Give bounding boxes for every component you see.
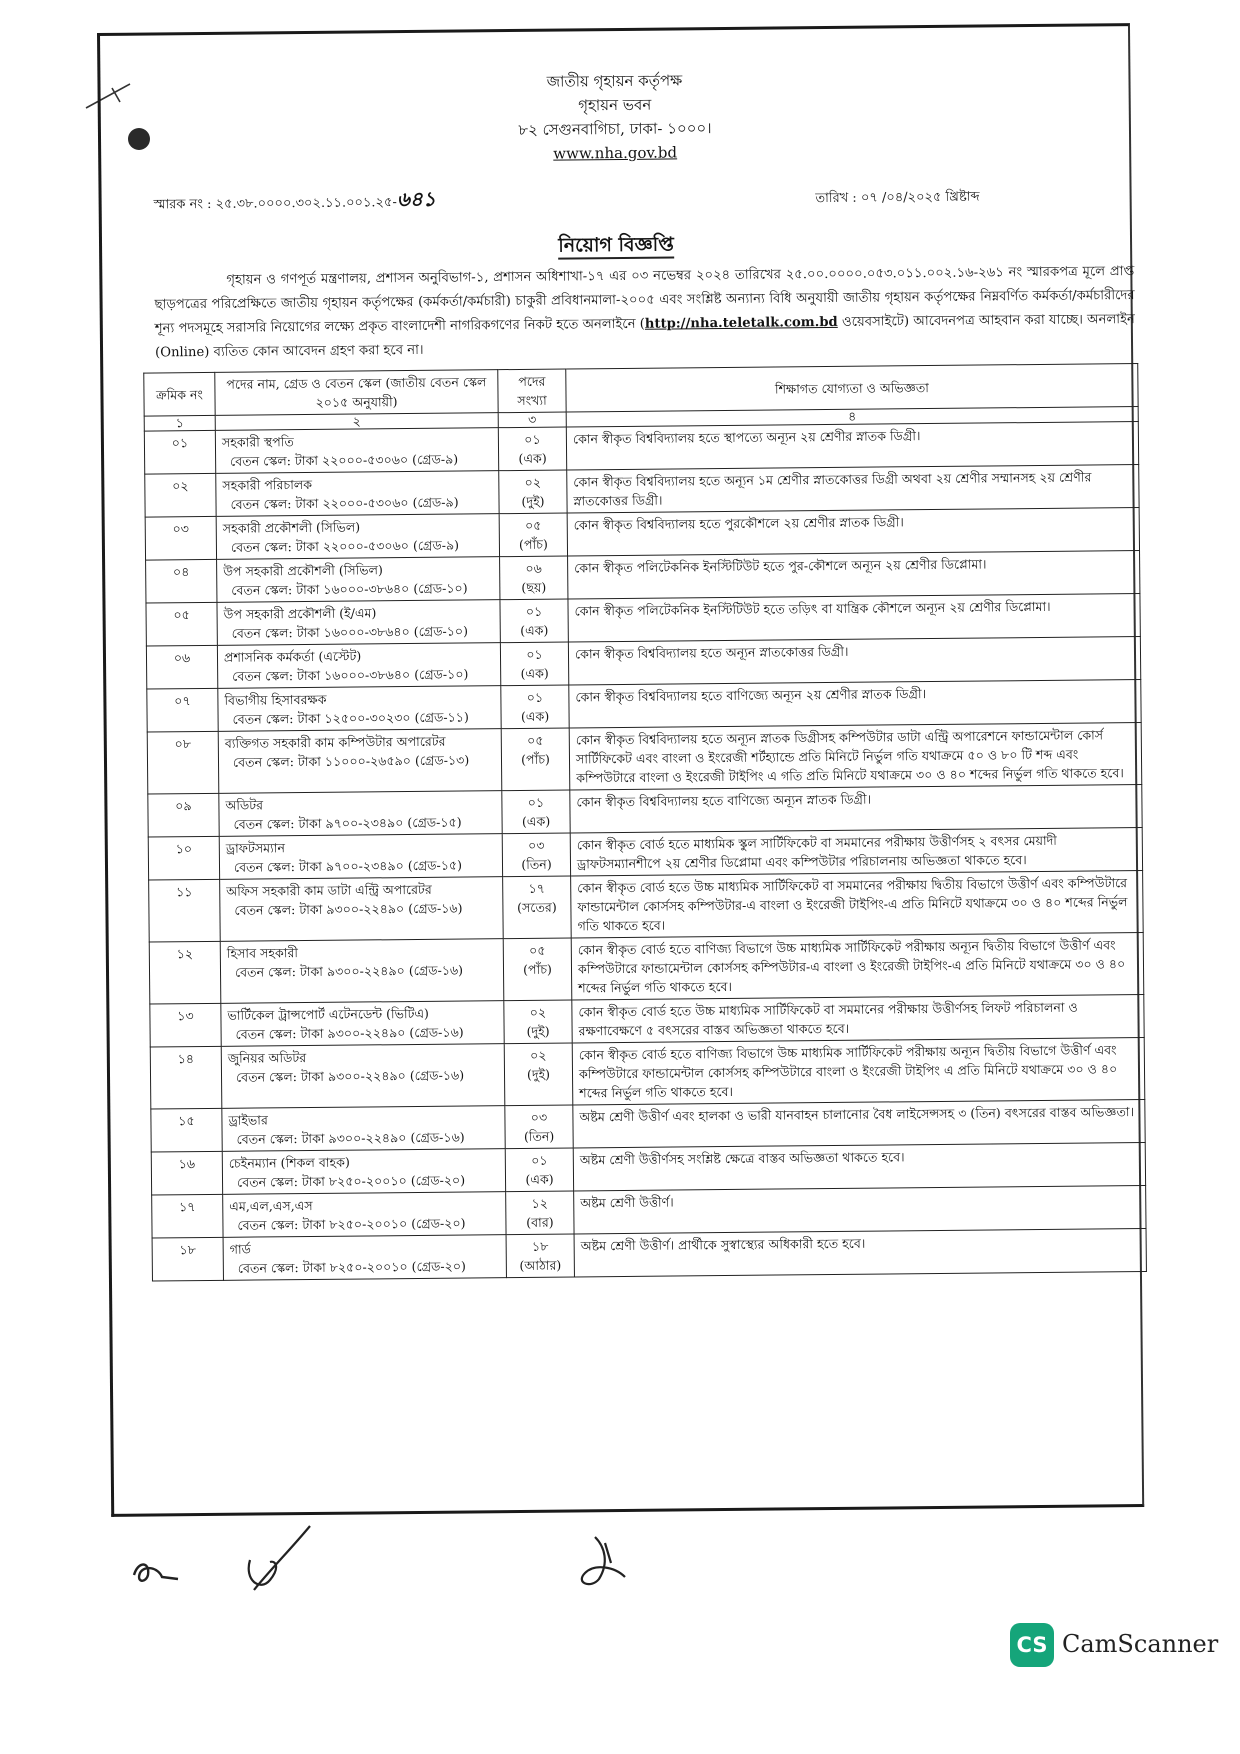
pay-scale: বেতন স্কেল: টাকা ১৬০০০-৩৮৬৪০ (গ্রেড-১০) bbox=[232, 666, 469, 684]
row-serial: ১৮ bbox=[152, 1237, 223, 1281]
vacancy-table bbox=[143, 363, 1147, 1282]
pay-scale: বেতন স্কেল: টাকা ২২০০০-৫৩০৬০ (গ্রেড-৯) bbox=[230, 494, 459, 512]
row-qualification: কোন স্বীকৃত বোর্ড হতে মাধ্যমিক স্কুল সার্টিফিকেট বা সমমানের পরীক্ষায় উত্তীর্ণসহ ২ বৎসর মেয়াদী ড্রাফটসম্যানশীপে ২য় শ্রেণীর ডিপ্লোমা এবং কম্পিউটার পরিচালনায় অভিজ্ঞতা থাকতে হবে। bbox=[570, 828, 1142, 876]
row-count bbox=[502, 790, 570, 834]
row-serial: ১০ bbox=[148, 836, 219, 880]
post-count-words: (এক) bbox=[521, 813, 551, 829]
row-qualification: কোন স্বীকৃত বিশ্ববিদ্যালয় হতে স্থাপত্যে অন্যূন ২য় শ্রেণীর স্নাতক ডিগ্রী। bbox=[566, 422, 1138, 470]
pay-scale: বেতন স্কেল: টাকা ৮২৫০-২০০১০ (গ্রেড-২০) bbox=[236, 1172, 466, 1190]
post-name: বিভাগীয় হিসাবরক্ষক bbox=[224, 691, 327, 708]
building-name: গৃহায়ন ভবন bbox=[578, 95, 652, 115]
row-serial: ০৩ bbox=[145, 516, 216, 560]
row-post bbox=[218, 686, 501, 732]
row-post bbox=[217, 643, 500, 689]
header-serial: ক্রমিক নং bbox=[144, 372, 215, 416]
post-count-words: (দুই) bbox=[526, 1023, 550, 1039]
post-name: উপ সহকারী প্রকৌশলী (ই/এম) bbox=[223, 605, 377, 622]
header-count: পদের সংখ্যা bbox=[498, 369, 566, 413]
row-count bbox=[506, 1234, 574, 1278]
row-serial: ০৯ bbox=[148, 793, 219, 837]
row-qualification: কোন স্বীকৃত বোর্ড হতে উচ্চ মাধ্যমিক সার্টিফিকেট বা সমমানের পরীক্ষায় উত্তীর্ণসহ লিফট পরিচালনা ও রক্ষণাবেক্ষণে ৫ বৎসরের বাস্তব অভিজ্ঞতা থাকতে হবে। bbox=[572, 994, 1144, 1042]
row-qualification: কোন স্বীকৃত বোর্ড হতে উচ্চ মাধ্যমিক সার্টিফিকেট বা সমমানের পরীক্ষায় দ্বিতীয় বিভাগে উত্তীর্ণ এবং কম্পিউটারে ফান্ডামেন্টাল কোর্সসহ কম্পিউটার-এ বাংলা ও ইংরেজী টাইপিং-এ প্রতি মিনিটে যথাক্রমে ৩০ ও ৪০ শব্দের নির্ভুল গতি থাকতে হবে। bbox=[571, 871, 1144, 938]
table-row bbox=[147, 723, 1142, 795]
signature-2 bbox=[240, 1520, 320, 1600]
intro-paragraph bbox=[154, 260, 1135, 365]
row-count bbox=[502, 833, 570, 877]
row-serial: ০১ bbox=[144, 430, 215, 474]
post-count-words: (দুই) bbox=[526, 1066, 551, 1082]
row-post bbox=[215, 428, 498, 474]
post-name: অডিটর bbox=[225, 797, 264, 813]
memo-label: স্মারক নং : ২৫.৩৮.০০০০.৩০২.১১.০০১.২৫- bbox=[153, 195, 397, 213]
post-count: ০৫ bbox=[527, 732, 544, 748]
row-count bbox=[504, 1043, 573, 1106]
row-count bbox=[500, 599, 568, 643]
row-count bbox=[503, 938, 572, 1001]
row-post bbox=[217, 600, 500, 646]
row-count bbox=[501, 728, 570, 791]
row-qualification: কোন স্বীকৃত বিশ্ববিদ্যালয় হতে অন্যূন ১ম শ্রেণীর স্নাতকোত্তর ডিগ্রী অথবা ২য় শ্রেণীর সম্মানসহ ২য় শ্রেণীর স্নাতকোত্তর ডিগ্রী। bbox=[567, 465, 1139, 513]
apply-link[interactable]: http://nha.teletalk.com.bd bbox=[644, 314, 838, 332]
col-num-4: ৪ bbox=[566, 407, 1138, 427]
pay-scale: বেতন স্কেল: টাকা ৯৩০০-২২৪৯০ (গ্রেড-১৬) bbox=[234, 900, 463, 918]
post-count-words: (এক) bbox=[520, 708, 550, 724]
row-post bbox=[216, 471, 499, 517]
row-serial: ১৩ bbox=[150, 1003, 221, 1047]
post-count-words: (এক) bbox=[518, 450, 547, 466]
post-count-words: (দুই) bbox=[521, 493, 545, 509]
row-qualification: কোন স্বীকৃত পলিটেকনিক ইনস্টিটিউট হতে পুর-কৌশলে অন্যূন ২য় শ্রেণীর ডিপ্লোমা। bbox=[568, 551, 1140, 599]
row-qualification: অষ্টম শ্রেণী উত্তীর্ণ। bbox=[574, 1185, 1146, 1233]
row-serial: ১৭ bbox=[152, 1194, 223, 1238]
row-post bbox=[216, 514, 499, 560]
pay-scale: বেতন স্কেল: টাকা ১২৫০০-৩০২৩০ (গ্রেড-১১) bbox=[232, 709, 469, 727]
post-name: ভার্টিকেল ট্রান্সপোর্ট এটেনডেন্ট (ভিটিএ) bbox=[227, 1005, 430, 1023]
row-qualification: কোন স্বীকৃত বিশ্ববিদ্যালয় হতে অন্যূন স্নাতকোত্তর ডিগ্রী। bbox=[568, 637, 1140, 685]
pay-scale: বেতন স্কেল: টাকা ১৬০০০-৩৮৬৪০ (গ্রেড-১০) bbox=[231, 580, 468, 598]
post-count: ০৫ bbox=[529, 942, 546, 958]
pay-scale: বেতন স্কেল: টাকা ৯৩০০-২২৪৯০ (গ্রেড-১৬) bbox=[235, 1067, 465, 1085]
post-count: ০৬ bbox=[525, 560, 542, 576]
row-qualification: কোন স্বীকৃত পলিটেকনিক ইনস্টিটিউট হতে তড়িৎ বা যান্ত্রিক কৌশলে অন্যূন ২য় শ্রেণীর ডিপ্লোমা। bbox=[568, 594, 1140, 642]
post-count: ০২ bbox=[529, 1004, 547, 1020]
row-serial: ১৬ bbox=[151, 1151, 222, 1195]
address: ৮২ সেগুনবাগিচা, ঢাকা- ১০০০। bbox=[518, 119, 712, 139]
pay-scale: বেতন স্কেল: টাকা ৯৩০০-২২৪৯০ (গ্রেড-১৬) bbox=[236, 1129, 465, 1147]
intro-text: গৃহায়ন ও গণপূর্ত মন্ত্রণালয়, প্রশাসন অনুবিভাগ-১, প্রশাসন অধিশাখা-১৭ এর ০৩ নভেম্বর ২০২৪ তারিখের ২৫.০০.০০০০.০৫৩.০১১.০০২.১৬-২৬১ নং স্মারকপত্র মূলে প্রাপ্ত ছাড়পত্রের পরিপ্রেক্ষিতে জাতীয় গৃহায়ন কর্তৃপক্ষের (কর্মকর্তা/কর্মচারী) চাকুরী প্রবিধানমালা-২০০৫ এবং সংশ্লিষ্ট অন্যান্য বিধি অনুযায়ী জাতীয় গৃহায়ন কর্তৃপক্ষের নিম্নবর্ণিত কর্মকর্তা/কর্মচারীদের শূন্য পদসমূহে সরাসরি নিয়োগের লক্ষ্যে প্রকৃত বাংলাদেশী নাগরিকগণের নিকট হতে অনলাইনে ( bbox=[154, 264, 1135, 337]
post-name: হিসাব সহকারী bbox=[226, 945, 299, 961]
signature-3 bbox=[565, 1533, 635, 1593]
notice-title: নিয়োগ বিজ্ঞপ্তি bbox=[102, 226, 1130, 268]
post-count: ১২ bbox=[531, 1195, 549, 1211]
intro-text-end: ওয়েবসাইটে) আবেদনপত্র আহবান করা যাচ্ছে। অনলাইন (Online) ব্যতিত কোন আবেদন গ্রহণ করা হবে না। bbox=[155, 312, 1135, 361]
row-post bbox=[220, 939, 504, 1004]
post-count-words: (বার) bbox=[526, 1214, 554, 1230]
row-post bbox=[218, 729, 502, 794]
pay-scale: বেতন স্কেল: টাকা ৮২৫০-২০০১০ (গ্রেড-২০) bbox=[237, 1215, 466, 1233]
memo-number bbox=[153, 185, 435, 221]
org-name: জাতীয় গৃহায়ন কর্তৃপক্ষ bbox=[546, 71, 683, 91]
post-count: ১৭ bbox=[528, 880, 545, 896]
row-post bbox=[217, 557, 500, 603]
post-count: ০৩ bbox=[530, 1109, 548, 1125]
pay-scale: বেতন স্কেল: টাকা ১১০০০-২৬৫৯০ (গ্রেড-১৩) bbox=[232, 752, 470, 770]
row-serial: ১১ bbox=[149, 879, 221, 942]
post-name: সহকারী প্রকৌশলী (সিভিল) bbox=[222, 519, 361, 536]
row-post bbox=[221, 1001, 504, 1047]
row-post bbox=[222, 1149, 505, 1195]
pay-scale: বেতন স্কেল: টাকা ৯৩০০-২২৪৯০ (গ্রেড-১৬) bbox=[234, 962, 464, 980]
pay-scale: বেতন স্কেল: টাকা ৮২৫০-২০০১০ (গ্রেড-২০) bbox=[237, 1258, 466, 1276]
post-count: ০১ bbox=[526, 689, 544, 705]
post-count: ০১ bbox=[524, 431, 541, 447]
pay-scale: বেতন স্কেল: টাকা ৯৩০০-২২৪৯০ (গ্রেড-১৬) bbox=[235, 1024, 464, 1042]
pay-scale: বেতন স্কেল: টাকা ৯৭০০-২৩৪৯০ (গ্রেড-১৫) bbox=[233, 857, 463, 875]
post-count: ০৩ bbox=[528, 837, 545, 853]
post-count: ১৮ bbox=[531, 1238, 549, 1254]
row-count bbox=[506, 1191, 574, 1235]
row-serial: ০২ bbox=[145, 473, 216, 517]
row-qualification: কোন স্বীকৃত বোর্ড হতে বাণিজ্য বিভাগে উচ্চ মাধ্যমিক সার্টিফিকেট পরীক্ষায় অন্যূন দ্বিতীয় বিভাগে উত্তীর্ণ এবং কম্পিউটারে ফান্ডামেন্টাল কোর্সসহ কম্পিউটার-এ বাংলা ও ইংরেজী টাইপিং-এ প্রতি মিনিটে যথাক্রমে ৩০ ও ৪০ শব্দের নির্ভুল গতি থাকতে হবে। bbox=[571, 932, 1144, 999]
post-count-words: (সতের) bbox=[517, 899, 557, 916]
post-name: অফিস সহকারী কাম ডাটা এন্ট্রি অপারেটর bbox=[226, 881, 432, 899]
post-name: সহকারী স্থপতি bbox=[221, 434, 294, 450]
post-name: সহকারী পরিচালক bbox=[222, 476, 313, 493]
row-post bbox=[223, 1192, 506, 1238]
row-qualification: কোন স্বীকৃত বিশ্ববিদ্যালয় হতে বাণিজ্যে অন্যূন ২য় শ্রেণীর স্নাতক ডিগ্রী। bbox=[569, 680, 1141, 728]
row-qualification: কোন স্বীকৃত বিশ্ববিদ্যালয় হতে পুরকৌশলে ২য় শ্রেণীর স্নাতক ডিগ্রী। bbox=[567, 508, 1139, 556]
row-count bbox=[504, 1000, 572, 1044]
col-num-3: ৩ bbox=[498, 412, 566, 428]
row-serial: ১৪ bbox=[150, 1046, 222, 1109]
vacancy-rows bbox=[144, 422, 1146, 1282]
post-name: ব্যক্তিগত সহকারী কাম কম্পিউটার অপারেটর bbox=[224, 733, 446, 751]
row-post bbox=[219, 791, 502, 837]
row-count bbox=[500, 642, 568, 686]
header-qualification: শিক্ষাগত যোগ্যতা ও অভিজ্ঞতা bbox=[566, 364, 1138, 412]
col-num-2: ২ bbox=[215, 413, 498, 431]
row-count bbox=[499, 513, 567, 557]
post-count-words: (এক) bbox=[520, 622, 549, 638]
date-label: তারিখ : bbox=[815, 190, 857, 207]
post-count-words: (তিন) bbox=[523, 1128, 555, 1144]
row-qualification: কোন স্বীকৃত বোর্ড হতে বাণিজ্য বিভাগে উচ্চ মাধ্যমিক সার্টিফিকেট পরীক্ষায় অন্যূন দ্বিতীয় বিভাগে উত্তীর্ণ এবং কম্পিউটারে ফান্ডামেন্টাল কোর্সসহ কম্পিউটারে বাংলা ও ইংরেজী টাইপিং এ প্রতি মিনিটে যথাক্রমে ৩০ ও ৪০ শব্দের নির্ভুল গতি থাকতে হবে। bbox=[572, 1037, 1145, 1104]
row-count bbox=[501, 685, 569, 729]
row-post bbox=[219, 834, 502, 880]
row-serial: ১৫ bbox=[151, 1108, 222, 1152]
post-name: ড্রাইভার bbox=[228, 1112, 268, 1128]
row-post bbox=[221, 1044, 505, 1109]
row-count bbox=[503, 876, 572, 939]
post-name: ড্রাফটসম্যান bbox=[225, 840, 285, 856]
row-qualification: অষ্টম শ্রেণী উত্তীর্ণ এবং হালকা ও ভারী যানবাহন চালানোর বৈধ লাইসেন্সসহ ৩ (তিন) বৎসরের বাস্তব অভিজ্ঞতা। bbox=[573, 1099, 1145, 1147]
memo-handwritten: ৬৪১ bbox=[396, 186, 436, 212]
row-qualification: অষ্টম শ্রেণী উত্তীর্ণ। প্রার্থীকে সুস্বাস্থ্যের অধিকারী হতে হবে। bbox=[574, 1228, 1146, 1276]
row-count bbox=[505, 1148, 573, 1192]
date-value: ০৭ /০৪/২০২৫ খ্রিষ্টাব্দ bbox=[860, 189, 980, 206]
post-count-words: (তিন) bbox=[521, 856, 552, 872]
row-count bbox=[505, 1105, 573, 1149]
post-count-words: (পাঁচ) bbox=[520, 751, 550, 767]
col-num-1: ১ bbox=[144, 415, 215, 431]
header-post: পদের নাম, গ্রেড ও বেতন স্কেল (জাতীয় বেতন স্কেল ২০১৫ অনুযায়ী) bbox=[215, 370, 498, 416]
post-count: ০৫ bbox=[524, 517, 542, 533]
row-qualification: কোন স্বীকৃত বিশ্ববিদ্যালয় হতে বাণিজ্যে অন্যূন স্নাতক ডিগ্রী। bbox=[570, 785, 1142, 833]
post-count: ০২ bbox=[530, 1047, 547, 1063]
post-count-words: (এক) bbox=[520, 665, 549, 681]
table-row bbox=[149, 871, 1144, 943]
pay-scale: বেতন স্কেল: টাকা ৯৭০০-২৩৪৯০ (গ্রেড-১৫) bbox=[233, 814, 462, 832]
post-name: জুনিয়র অডিটর bbox=[227, 1050, 307, 1066]
post-count-words: (পাঁচ) bbox=[518, 536, 548, 552]
row-serial: ০৮ bbox=[147, 731, 219, 794]
post-count: ০১ bbox=[527, 794, 545, 810]
table-row bbox=[149, 932, 1144, 1004]
row-count bbox=[500, 556, 568, 600]
signature-1 bbox=[128, 1553, 188, 1593]
table-row bbox=[150, 1037, 1145, 1109]
post-count: ০১ bbox=[526, 646, 543, 662]
pay-scale: বেতন স্কেল: টাকা ২২০০০-৫৩০৬০ (গ্রেড-৯) bbox=[230, 537, 460, 555]
row-serial: ০৭ bbox=[147, 688, 218, 732]
table-row bbox=[152, 1228, 1146, 1281]
date-line bbox=[815, 188, 979, 211]
document-frame bbox=[97, 23, 1144, 1517]
post-count: ০২ bbox=[524, 474, 542, 490]
post-name: প্রশাসনিক কর্মকর্তা (এস্টেট) bbox=[223, 648, 362, 665]
post-name: গার্ড bbox=[229, 1241, 251, 1257]
post-count: ০১ bbox=[531, 1152, 548, 1168]
post-name: চেইনম্যান (শিকল বাহক) bbox=[228, 1154, 350, 1171]
pay-scale: বেতন স্কেল: টাকা ১৬০০০-৩৮৬৪০ (গ্রেড-১০) bbox=[231, 623, 469, 641]
camscanner-logo: CS bbox=[1010, 1623, 1054, 1667]
row-post bbox=[222, 1106, 505, 1152]
row-qualification: অষ্টম শ্রেণী উত্তীর্ণসহ সংশ্লিষ্ট ক্ষেত্রে বাস্তব অভিজ্ঞতা থাকতে হবে। bbox=[573, 1142, 1145, 1190]
post-count-words: (এক) bbox=[525, 1171, 554, 1187]
pay-scale: বেতন স্কেল: টাকা ২২০০০-৫৩০৬০ (গ্রেড-৯) bbox=[230, 451, 459, 469]
row-serial: ০৪ bbox=[146, 559, 217, 603]
post-count: ০১ bbox=[525, 603, 543, 619]
row-qualification: কোন স্বীকৃত বিশ্ববিদ্যালয় হতে অন্যূন স্নাতক ডিগ্রীসহ কম্পিউটার ডাটা এন্ট্রি অপারেশনে ফান্ডামেন্টাল কোর্স সার্টিফিকেট এবং বাংলা ও ইংরেজী শর্টহ্যান্ডে প্রতি মিনিটে নির্ভুল গতি যথাক্রমে ৫০ ও ৮০ টি শব্দ এবং কম্পিউটারে বাংলা ও ইংরেজী টাইপিং এ গতি প্রতি মিনিটে যথাক্রমে ৩০ ও ৪০ শব্দের নির্ভুল গতি থাকতে হবে। bbox=[569, 723, 1142, 790]
website-link[interactable]: www.nha.gov.bd bbox=[553, 143, 678, 163]
row-post bbox=[220, 877, 504, 942]
post-count-words: (পাঁচ) bbox=[523, 961, 552, 977]
row-post bbox=[223, 1235, 506, 1281]
row-count bbox=[498, 427, 566, 471]
post-count-words: (ছয়) bbox=[521, 579, 547, 595]
row-count bbox=[499, 470, 567, 514]
post-name: উপ সহকারী প্রকৌশলী (সিভিল) bbox=[223, 562, 383, 579]
camscanner-label: CamScanner bbox=[1062, 1630, 1219, 1658]
post-count-words: (আঠার) bbox=[519, 1257, 562, 1274]
row-serial: ১২ bbox=[149, 941, 221, 1004]
post-name: এম,এল,এস,এস bbox=[229, 1197, 313, 1214]
row-serial: ০৫ bbox=[146, 602, 217, 646]
row-serial: ০৬ bbox=[146, 645, 217, 689]
